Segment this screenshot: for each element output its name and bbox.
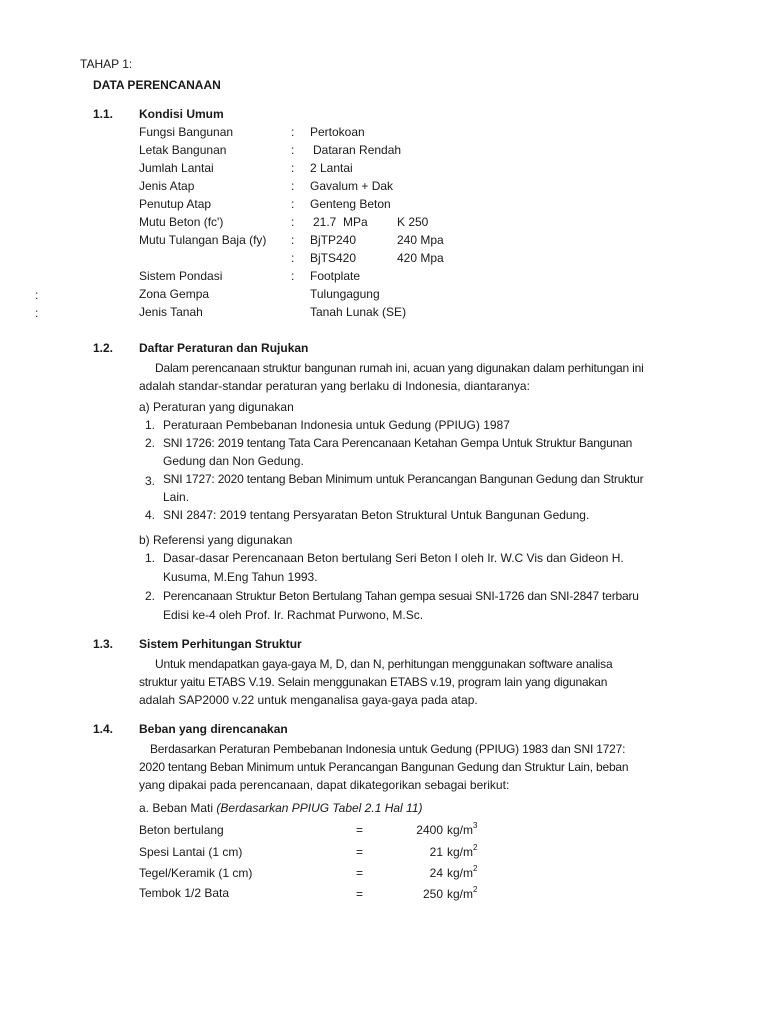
list-number: 2.	[145, 589, 156, 603]
row-separator: :	[291, 179, 295, 193]
list-number: 2.	[145, 436, 156, 450]
row-value: Footplate	[310, 269, 361, 283]
row-label: Letak Bangunan	[139, 143, 227, 157]
row-label: Sistem Pondasi	[139, 269, 223, 283]
section-number: 1.4.	[93, 722, 114, 736]
row-label: Fungsi Bangunan	[139, 125, 234, 139]
row-separator: :	[291, 125, 295, 139]
section-number: 1.2.	[93, 341, 114, 355]
row-value: Gavalum + Dak	[310, 179, 394, 193]
load-value: 250	[422, 887, 443, 901]
load-value: 21	[429, 845, 443, 859]
load-unit: $kg/m^2$	[447, 843, 478, 859]
paragraph-line: Untuk mendapatkan gaya-gaya M, D, dan N, perhitungan menggunakan software analisa	[155, 657, 613, 671]
row-label: Jenis Atap	[139, 179, 195, 193]
row-value: Tulungagung	[310, 287, 380, 301]
list-item-cont: Edisi ke-4 oleh Prof. Ir. Rachmat Purwono, M.Sc.	[163, 608, 424, 622]
list-number: 1.	[145, 551, 156, 565]
subsection-title: a) Peraturan yang digunakan	[139, 400, 294, 414]
load-equals: =	[356, 866, 364, 880]
list-item: SNI 1727: 2020 tentang Beban Minimum untuk Perancangan Bangunan Gedung dan Struktur	[163, 472, 644, 486]
row-separator: :	[291, 143, 295, 157]
list-number: 3.	[145, 474, 156, 488]
load-unit: $kg/m^2$	[447, 864, 478, 880]
section-number: 1.1.	[93, 107, 114, 121]
load-value: 2400	[416, 823, 443, 837]
row-extra: 420 Mpa	[397, 251, 444, 265]
list-item-cont: Kusuma, M.Eng Tahun 1993.	[163, 570, 318, 584]
load-label: Tembok 1/2 Bata	[139, 886, 230, 900]
row-value: 2 Lantai	[310, 161, 353, 175]
row-extra: K 250	[397, 215, 429, 229]
list-item: Peraturaan Pembebanan Indonesia untuk Gedung (PPIUG) 1987	[163, 418, 510, 432]
paragraph-line: Berdasarkan Peraturan Pembebanan Indonesia untuk Gedung (PPIUG) 1983 dan SNI 1727:	[150, 742, 626, 756]
margin-colon: :	[35, 306, 39, 320]
list-item: SNI 2847: 2019 tentang Persyaratan Beton Struktural Untuk Bangunan Gedung.	[163, 508, 590, 522]
row-label: Mutu Tulangan Baja (fy)	[139, 233, 267, 247]
paragraph-line: struktur yaitu ETABS V.19. Selain menggunakan ETABS v.19, program lain yang digunakan	[139, 675, 608, 689]
row-label: Mutu Beton (fc')	[139, 215, 224, 229]
section-number: 1.3.	[93, 637, 114, 651]
paragraph-line: adalah SAP2000 v.22 untuk menganalisa gaya-gaya pada atap.	[139, 693, 478, 707]
dead-load-heading	[139, 800, 423, 816]
row-value: 21.7 MPa	[313, 215, 368, 229]
section-title: Kondisi Umum	[139, 107, 224, 121]
load-label: Spesi Lantai (1 cm)	[139, 845, 243, 859]
list-item: Perencanaan Struktur Beton Bertulang Tahan gempa sesuai SNI-1726 dan SNI-2847 terbaru	[163, 589, 639, 603]
load-label: Beton bertulang	[139, 823, 224, 837]
row-value: Tanah Lunak (SE)	[310, 305, 407, 319]
list-item-cont: Lain.	[163, 490, 190, 504]
dead-load-reference: (Berdasarkan PPIUG Tabel 2.1 Hal 11)	[216, 801, 423, 815]
list-item-cont: Gedung dan Non Gedung.	[163, 454, 304, 468]
load-equals: =	[356, 823, 364, 837]
row-value: BjTS420	[310, 251, 357, 265]
load-value: 24	[429, 866, 443, 880]
load-label: Tegel/Keramik (1 cm)	[139, 866, 253, 880]
stage-label: TAHAP 1:	[80, 57, 133, 71]
row-label: Zona Gempa	[139, 287, 210, 301]
paragraph-line: 2020 tentang Beban Minimum untuk Perancangan Bangunan Gedung dan Struktur Lain, beban	[139, 760, 629, 774]
row-value: Genteng Beton	[310, 197, 391, 211]
paragraph-line: Dalam perencanaan struktur bangunan rumah ini, acuan yang digunakan dalam perhitungan ini	[155, 361, 644, 375]
row-value: Dataran Rendah	[313, 143, 402, 157]
paragraph-line: adalah standar-standar peraturan yang berlaku di Indonesia, diantaranya:	[139, 379, 530, 393]
row-value: Pertokoan	[310, 125, 365, 139]
load-unit: $kg/m^3$	[447, 821, 478, 837]
list-item: SNI 1726: 2019 tentang Tata Cara Perencanaan Ketahan Gempa Untuk Struktur Bangunan	[163, 436, 633, 450]
paragraph-line: yang dipakai pada perencanaan, dapat dikategorikan sebagai berikut:	[139, 778, 510, 792]
row-label: Jumlah Lantai	[139, 161, 214, 175]
row-label: Jenis Tanah	[139, 305, 203, 319]
row-value: BjTP240	[310, 233, 357, 247]
section-title: Daftar Peraturan dan Rujukan	[139, 341, 309, 355]
subsection-title: b) Referensi yang digunakan	[139, 533, 293, 547]
row-label: Penutup Atap	[139, 197, 212, 211]
section-title: Beban yang direncanakan	[139, 722, 288, 736]
load-unit: $kg/m^2$	[447, 885, 478, 901]
list-number: 4.	[145, 508, 156, 522]
row-separator: :	[291, 269, 295, 283]
row-separator: :	[291, 215, 295, 229]
list-number: 1.	[145, 418, 156, 432]
margin-colon: :	[35, 288, 39, 302]
row-separator: :	[291, 233, 295, 247]
row-separator: :	[291, 161, 295, 175]
load-equals: =	[356, 845, 364, 859]
row-separator: :	[291, 251, 295, 265]
dead-load-label: a. Beban Mati	[139, 801, 214, 815]
doc-title: DATA PERENCANAAN	[93, 78, 221, 92]
load-equals: =	[356, 887, 364, 901]
row-extra: 240 Mpa	[397, 233, 444, 247]
row-separator: :	[291, 197, 295, 211]
list-item: Dasar-dasar Perencanaan Beton bertulang Seri Beton I oleh Ir. W.C Vis dan Gideon H.	[163, 551, 624, 565]
section-title: Sistem Perhitungan Struktur	[139, 637, 302, 651]
